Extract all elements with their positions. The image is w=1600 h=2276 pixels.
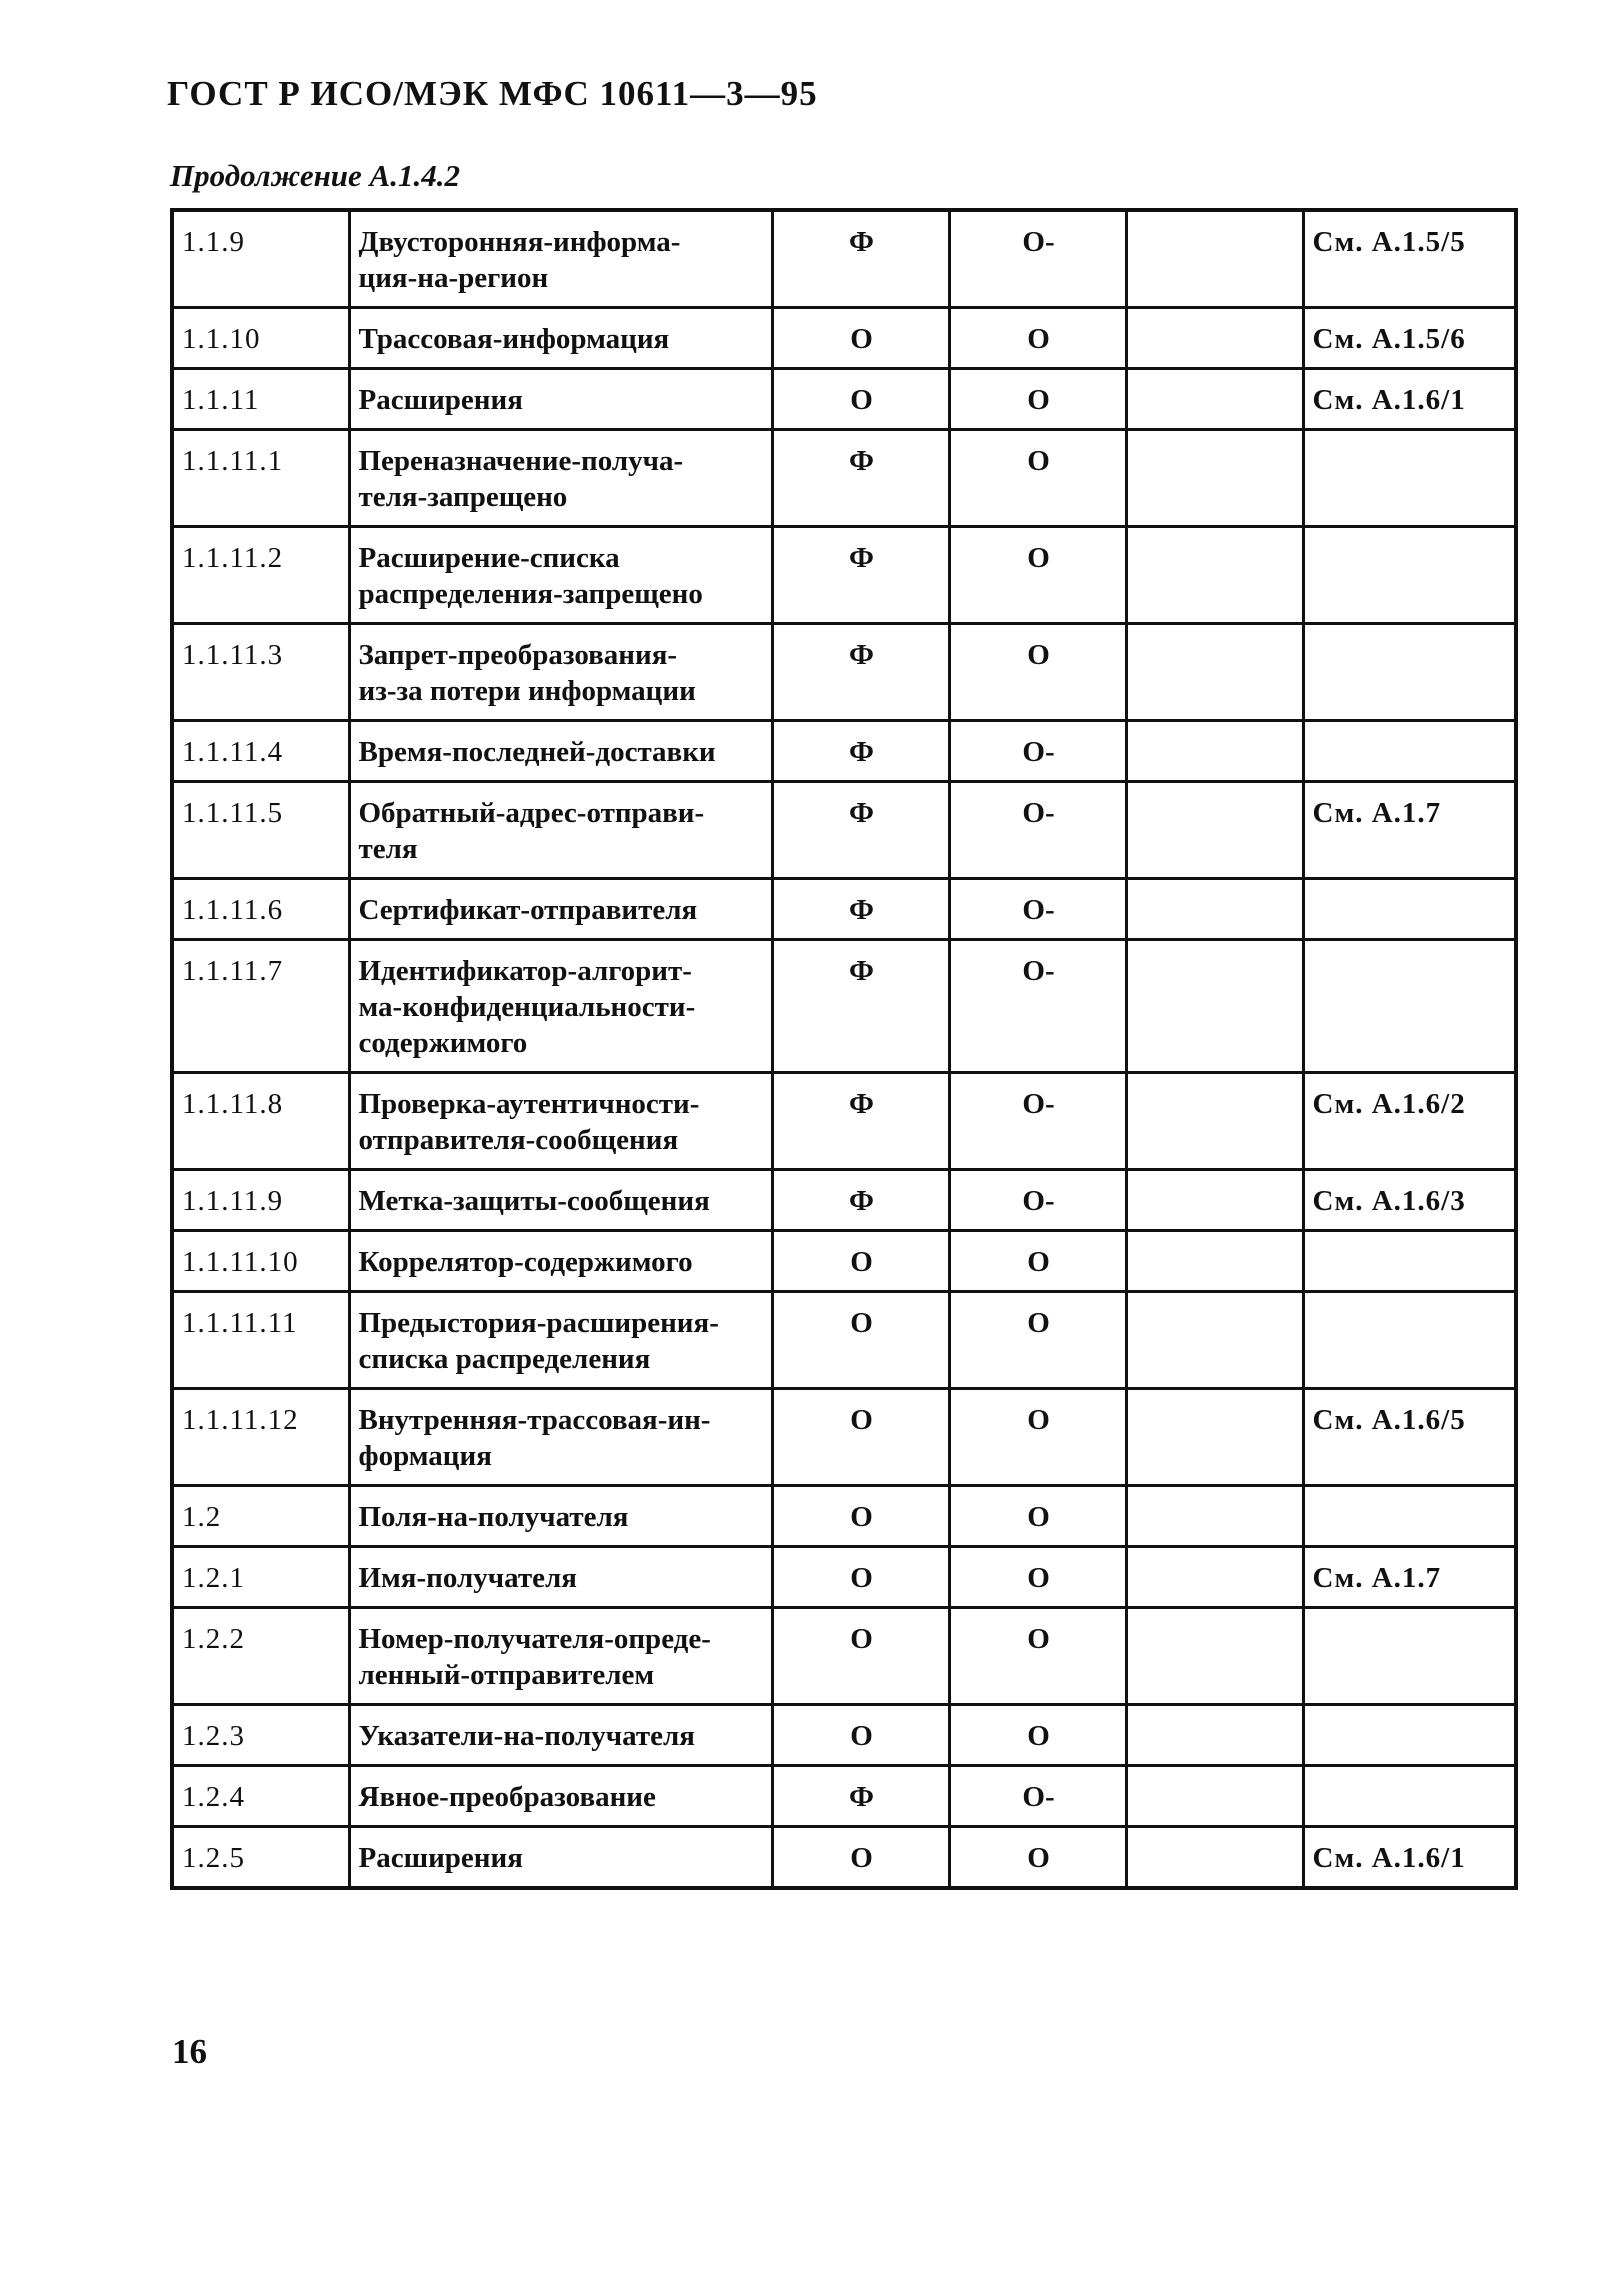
parameter-name-cell: Идентификатор-алгорит- ма-конфиденциальности- содержимого (349, 940, 772, 1073)
parameter-name-cell: Переназначение-получа- теля-запрещено (349, 430, 772, 527)
empty-status-cell (1126, 369, 1303, 430)
support-status-cell: О (772, 1608, 949, 1705)
empty-status-cell (1126, 527, 1303, 624)
table-row (172, 1292, 1516, 1389)
parameter-name-cell: Расширения (349, 1827, 772, 1889)
empty-status-cell (1126, 1547, 1303, 1608)
support-status-cell: Ф (772, 624, 949, 721)
empty-status-cell (1126, 782, 1303, 879)
reference-cell: См. А.1.6/1 (1303, 369, 1516, 430)
reference-cell: См. А.1.7 (1303, 1547, 1516, 1608)
empty-status-cell (1126, 308, 1303, 369)
table-row (172, 210, 1516, 308)
empty-status-cell (1126, 721, 1303, 782)
item-number-cell: 1.1.11.3 (172, 624, 349, 721)
empty-status-cell (1126, 624, 1303, 721)
empty-status-cell (1126, 210, 1303, 308)
parameter-name-cell: Имя-получателя (349, 1547, 772, 1608)
table-row (172, 624, 1516, 721)
item-number-cell: 1.1.11.5 (172, 782, 349, 879)
support-status-cell: Ф (772, 1073, 949, 1170)
item-number-cell: 1.1.11.12 (172, 1389, 349, 1486)
support-status-cell: О (772, 1231, 949, 1292)
support-status-cell: Ф (772, 782, 949, 879)
document-header: ГОСТ Р ИСО/МЭК МФС 10611—3—95 (167, 74, 818, 113)
table-row (172, 1547, 1516, 1608)
empty-status-cell (1126, 430, 1303, 527)
item-number-cell: 1.1.11.4 (172, 721, 349, 782)
reference-cell: См. А.1.5/6 (1303, 308, 1516, 369)
profile-status-cell: О- (949, 1170, 1126, 1231)
profile-status-cell: О (949, 1292, 1126, 1389)
item-number-cell: 1.1.11.10 (172, 1231, 349, 1292)
parameter-name-cell: Явное-преобразование (349, 1766, 772, 1827)
profile-status-cell: О (949, 1705, 1126, 1766)
support-status-cell: О (772, 308, 949, 369)
support-status-cell: О (772, 1827, 949, 1889)
support-status-cell: О (772, 1486, 949, 1547)
table-row (172, 308, 1516, 369)
table-row (172, 782, 1516, 879)
support-status-cell: Ф (772, 879, 949, 940)
item-number-cell: 1.2.2 (172, 1608, 349, 1705)
parameter-name-cell: Время-последней-доставки (349, 721, 772, 782)
profile-status-cell: О (949, 1389, 1126, 1486)
support-status-cell: Ф (772, 527, 949, 624)
table-row (172, 721, 1516, 782)
profile-status-cell: О (949, 1547, 1126, 1608)
profile-status-cell: О (949, 308, 1126, 369)
reference-cell (1303, 1766, 1516, 1827)
support-status-cell: Ф (772, 1170, 949, 1231)
empty-status-cell (1126, 1705, 1303, 1766)
reference-cell (1303, 721, 1516, 782)
profile-status-cell: О (949, 1608, 1126, 1705)
empty-status-cell (1126, 1608, 1303, 1705)
page-number: 16 (172, 2032, 207, 2071)
profile-status-cell: О (949, 624, 1126, 721)
profile-status-cell: О- (949, 940, 1126, 1073)
parameter-name-cell: Трассовая-информация (349, 308, 772, 369)
empty-status-cell (1126, 1292, 1303, 1389)
profile-status-cell: О- (949, 1073, 1126, 1170)
specification-table-body (172, 210, 1516, 1888)
item-number-cell: 1.1.11.8 (172, 1073, 349, 1170)
table-row (172, 1827, 1516, 1889)
table-row (172, 1170, 1516, 1231)
support-status-cell: Ф (772, 940, 949, 1073)
profile-status-cell: О (949, 1231, 1126, 1292)
parameter-name-cell: Номер-получателя-опреде- ленный-отправителем (349, 1608, 772, 1705)
item-number-cell: 1.1.11.2 (172, 527, 349, 624)
table-row (172, 1486, 1516, 1547)
reference-cell: См. А.1.6/3 (1303, 1170, 1516, 1231)
table-row (172, 879, 1516, 940)
reference-cell (1303, 879, 1516, 940)
table-continuation-caption: Продолжение А.1.4.2 (170, 158, 460, 193)
parameter-name-cell: Метка-защиты-сообщения (349, 1170, 772, 1231)
profile-status-cell: О- (949, 1766, 1126, 1827)
reference-cell: См. А.1.5/5 (1303, 210, 1516, 308)
parameter-name-cell: Сертификат-отправителя (349, 879, 772, 940)
empty-status-cell (1126, 940, 1303, 1073)
profile-status-cell: О- (949, 210, 1126, 308)
parameter-name-cell: Расширение-списка распределения-запрещено (349, 527, 772, 624)
table-row (172, 1231, 1516, 1292)
parameter-name-cell: Обратный-адрес-отправи- теля (349, 782, 772, 879)
empty-status-cell (1126, 1389, 1303, 1486)
parameter-name-cell: Указатели-на-получателя (349, 1705, 772, 1766)
parameter-name-cell: Предыстория-расширения- списка распределения (349, 1292, 772, 1389)
reference-cell (1303, 1608, 1516, 1705)
reference-cell: См. А.1.7 (1303, 782, 1516, 879)
item-number-cell: 1.1.10 (172, 308, 349, 369)
item-number-cell: 1.1.11 (172, 369, 349, 430)
profile-status-cell: О (949, 430, 1126, 527)
parameter-name-cell: Запрет-преобразования- из-за потери информации (349, 624, 772, 721)
item-number-cell: 1.2.4 (172, 1766, 349, 1827)
item-number-cell: 1.2.1 (172, 1547, 349, 1608)
empty-status-cell (1126, 1073, 1303, 1170)
item-number-cell: 1.1.11.6 (172, 879, 349, 940)
support-status-cell: О (772, 1389, 949, 1486)
table-row (172, 1608, 1516, 1705)
support-status-cell: Ф (772, 1766, 949, 1827)
support-status-cell: О (772, 1547, 949, 1608)
item-number-cell: 1.1.9 (172, 210, 349, 308)
profile-status-cell: О (949, 369, 1126, 430)
reference-cell: См. А.1.6/5 (1303, 1389, 1516, 1486)
empty-status-cell (1126, 1486, 1303, 1547)
table-row (172, 1389, 1516, 1486)
reference-cell (1303, 624, 1516, 721)
support-status-cell: О (772, 369, 949, 430)
table-row (172, 527, 1516, 624)
item-number-cell: 1.1.11.11 (172, 1292, 349, 1389)
parameter-name-cell: Внутренняя-трассовая-ин- формация (349, 1389, 772, 1486)
reference-cell: См. А.1.6/2 (1303, 1073, 1516, 1170)
empty-status-cell (1126, 1766, 1303, 1827)
item-number-cell: 1.2 (172, 1486, 349, 1547)
reference-cell (1303, 1292, 1516, 1389)
parameter-name-cell: Расширения (349, 369, 772, 430)
reference-cell (1303, 430, 1516, 527)
table-row (172, 430, 1516, 527)
profile-status-cell: О (949, 1486, 1126, 1547)
table-row (172, 369, 1516, 430)
parameter-name-cell: Двусторонняя-информа- ция-на-регион (349, 210, 772, 308)
support-status-cell: О (772, 1705, 949, 1766)
item-number-cell: 1.2.3 (172, 1705, 349, 1766)
parameter-name-cell: Коррелятор-содержимого (349, 1231, 772, 1292)
reference-cell (1303, 1231, 1516, 1292)
table-row (172, 940, 1516, 1073)
parameter-name-cell: Проверка-аутентичности- отправителя-сообщения (349, 1073, 772, 1170)
empty-status-cell (1126, 1231, 1303, 1292)
support-status-cell: О (772, 1292, 949, 1389)
empty-status-cell (1126, 1827, 1303, 1889)
reference-cell: См. А.1.6/1 (1303, 1827, 1516, 1889)
profile-status-cell: О (949, 527, 1126, 624)
reference-cell (1303, 527, 1516, 624)
item-number-cell: 1.2.5 (172, 1827, 349, 1889)
item-number-cell: 1.1.11.7 (172, 940, 349, 1073)
item-number-cell: 1.1.11.9 (172, 1170, 349, 1231)
profile-status-cell: О- (949, 721, 1126, 782)
reference-cell (1303, 1486, 1516, 1547)
profile-status-cell: О- (949, 879, 1126, 940)
empty-status-cell (1126, 1170, 1303, 1231)
reference-cell (1303, 940, 1516, 1073)
support-status-cell: Ф (772, 721, 949, 782)
specification-table (170, 208, 1518, 1890)
table-row (172, 1766, 1516, 1827)
table-row (172, 1705, 1516, 1766)
support-status-cell: Ф (772, 210, 949, 308)
empty-status-cell (1126, 879, 1303, 940)
item-number-cell: 1.1.11.1 (172, 430, 349, 527)
parameter-name-cell: Поля-на-получателя (349, 1486, 772, 1547)
profile-status-cell: О (949, 1827, 1126, 1889)
reference-cell (1303, 1705, 1516, 1766)
table-row (172, 1073, 1516, 1170)
support-status-cell: Ф (772, 430, 949, 527)
profile-status-cell: О- (949, 782, 1126, 879)
